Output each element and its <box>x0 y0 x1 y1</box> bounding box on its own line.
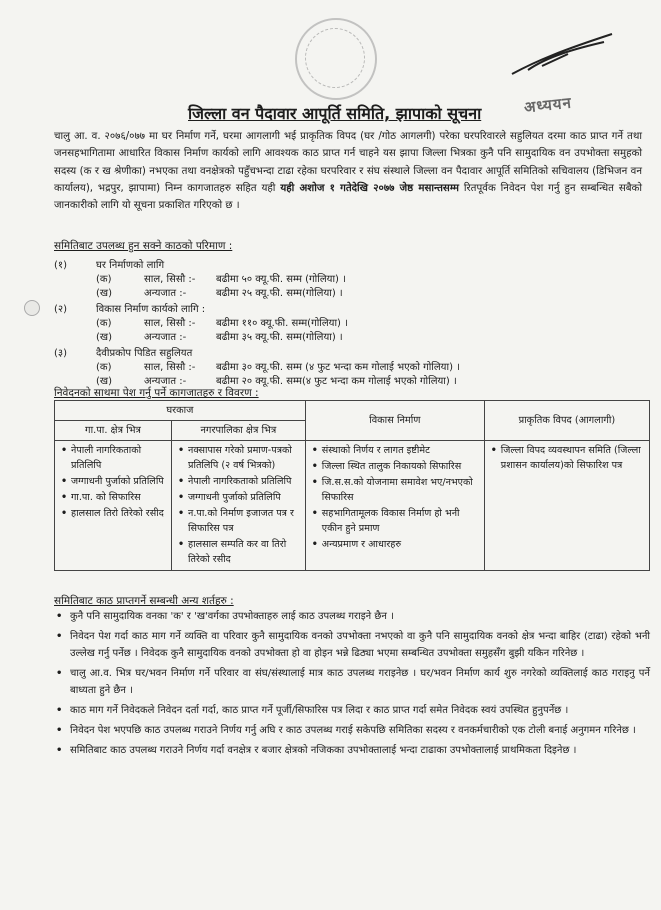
quantity-group <box>54 256 614 299</box>
notice-title: जिल्ला वन पैदावार आपूर्ति समिति, झापाको सूचना <box>188 104 482 123</box>
group-title: दैवीप्रकोप पिडित सहुलियत <box>96 347 193 359</box>
quantity-list <box>54 256 614 388</box>
disaster-doc-item: • जिल्ला विपद व्यवस्थापन समिति (जिल्ला प्रशासन कार्यालय)को सिफारिश पत्र <box>501 443 645 473</box>
gapa-doc-item: • हालसाल तिरो तिरेको रसीद <box>71 506 167 521</box>
condition-item: • चालु आ.व. भित्र घर/भवन निर्माण गर्ने परिवार वा संघ/संस्थालाई मात्र काठ उपलब्ध गराइनेछ । घर/भवन निर्माण कार्य शुरु नगरेको व्यक्तिलाई काठ गराइनु पर्ने बाध्यता हुने छैन । <box>62 665 650 699</box>
header-napa: नगरपालिका क्षेत्र भित्र <box>172 421 306 441</box>
header-house: घरकाज <box>55 401 306 421</box>
intro-paragraph <box>54 128 642 214</box>
dev-doc-item: • जिल्ला स्थित तालुक निकायको सिफारिस <box>322 459 480 474</box>
napa-doc-item: • नेपाली नागरिकताको प्रतिलिपि <box>188 474 301 489</box>
intro-text-end: रितपूर्वक निवेदन पेश गर्नु हुन सम्बन्धित सबैको जानकारीको लागि यो सूचना प्रकाशित गरिएको छ । <box>54 182 643 212</box>
quantity-row: (क) साल, सिसौ :- बढीमा ३० क्यू.फी. सम्म (४ फुट भन्दा कम गोलाई भएको गोलिया) । <box>96 362 460 373</box>
header-disaster: प्राकृतिक विपद (आगलागी) <box>484 401 649 441</box>
quantity-heading: समितिबाट उपलब्ध हुन सक्ने काठको परिमाण : <box>54 240 233 252</box>
office-seal <box>295 18 377 100</box>
dev-cell <box>305 441 484 571</box>
documents-table <box>54 400 650 571</box>
condition-item: • निवेदन पेश गर्दा काठ माग गर्ने व्यक्ति वा परिवार कुनै सामुदायिक वनको उपभोक्ता नभएको वा कुनै पनि सामुदायिक वनको क्षेत्र भन्दा बाहिर (टाढा) रहेको भनी उल्लेख गर्नु पर्नेछ । निवेदक कुनै सामुदायिक वनको उपभोक्ता हो वा होइन भन्ने ढिठ्या भएमा सम्बन्धित उपभोक्ता समुहसँग बुझी यकिन गरिनेछ । <box>62 628 650 662</box>
condition-item: • काठ माग गर्ने निवेदकले निवेदन दर्ता गर्दा, काठ प्राप्त गर्ने पूर्जी/सिफारिस पत्र लिदा र काठ प्राप्त गर्दा समेत निवेदक स्वयं उपस्थित हुनुपर्नेछ । <box>62 702 650 719</box>
group-title: घर निर्माणको लागि <box>96 259 165 271</box>
dev-doc-item: • सहभागितामूलक विकास निर्माण हो भनी एकीन हुने प्रमाण <box>322 506 480 536</box>
conditions-list <box>62 608 650 762</box>
napa-doc-item: • हालसाल सम्पति कर वा तिरो तिरेको रसीद <box>188 537 301 567</box>
group-title: विकास निर्माण कार्यको लागि : <box>96 303 206 315</box>
napa-doc-item: • नक्सापास गरेको प्रमाण-पत्रको प्रतिलिपि (२ वर्ष भित्रको) <box>188 443 301 473</box>
quantity-row: (क) साल, सिसौ :- बढीमा ११० क्यू.फी. सम्म(गोलिया) । <box>96 318 348 329</box>
condition-item: • कुनै पनि सामुदायिक वनका 'क' र 'ख'वर्गका उपभोक्ताहरु लाई काठ उपलब्ध गराइने छैन । <box>62 608 650 625</box>
signature-mark <box>508 30 618 80</box>
group-number: (१) <box>54 259 68 271</box>
quantity-row: (ख) अन्यजात :- बढीमा २० क्यू.फी. सम्म(४ फुट भन्दा कम गोलाई भएको गोलिया) । <box>96 376 457 387</box>
dev-doc-item: • जि.स.स.को योजनामा समावेश भए/नभएको सिफारिस <box>322 475 480 505</box>
quantity-row: (ख) अन्यजात :- बढीमा २५ क्यू.फी. सम्म(गोलिया) । <box>96 288 343 299</box>
quantity-row: (क) साल, सिसौ :- बढीमा ५० क्यू.फी. सम्म (गोलिया) । <box>96 274 346 285</box>
gapa-doc-item: • जग्गाधनी पुर्जाको प्रतिलिपि <box>71 474 167 489</box>
dev-doc-item: • अन्यप्रमाण र आधारहरु <box>322 537 480 552</box>
intro-deadline: यही अशोज १ गतेदेखि २०७७ जेष्ठ मसान्तसम्म <box>280 182 459 194</box>
gapa-cell <box>55 441 172 571</box>
intro-text: चालु आ. व. २०७६/०७७ मा घर निर्माण गर्ने, घरमा आगलागी भई प्राकृतिक विपद (घर /गोठ आगलगी) परेका घरपरिवारले सहुलियत दरमा काठ प्राप्त गर्ने तथा जनसहभागितामा आधारित विकास निर्माण कार्यको लागि आवश्यक काठ प्राप्त गर्न चाहने यस झापा जिल्ला भित्रका कुनै पनि सामुदायिक वन उपभोक्ता समुहको सदस्य (क र ख श्रेणीका) नभएका तथा वनक्षेत्रको पहुँचभन्दा टाढा रहेका घरपरिवार र संघ संस्थाले जिल्ला वन पैदावार आपूर्ति समितिको सचिवालय (डिभिजन वन कार्यालय), भद्रपुर, झापामा) निम्न कागजातहरु सहित यही <box>54 131 642 194</box>
gapa-doc-item: • नेपाली नागरिकताको प्रतिलिपि <box>71 443 167 473</box>
stamp-word: अध्ययन <box>523 93 573 117</box>
disaster-cell <box>484 441 649 571</box>
condition-item: • निवेदन पेश भएपछि काठ उपलब्ध गराउने निर्णय गर्नु अघि र काठ उपलब्ध गराई सकेपछि समितिका सदस्य र वनकर्मचारीको एक टोली बनाई अनुगमन गरिनेछ । <box>62 722 650 739</box>
header-gapa: गा.पा. क्षेत्र भित्र <box>55 421 172 441</box>
docs-heading: निवेदनको साथमा पेश गर्नु पर्ने कागजातहरु र विवरण : <box>54 387 259 399</box>
dev-doc-item: • संस्थाको निर्णय र लागत इष्टीमेट <box>322 443 480 458</box>
punch-hole <box>24 300 40 316</box>
napa-doc-item: • जग्गाधनी पुर्जाको प्रतिलिपि <box>188 490 301 505</box>
conditions-heading: समितिबाट काठ प्राप्तगर्ने सम्बन्धी अन्य शर्तहरु : <box>54 595 234 607</box>
napa-doc-item: • न.पा.को निर्माण इजाजत पत्र र सिफारिस पत्र <box>188 506 301 536</box>
group-number: (२) <box>54 303 68 315</box>
quantity-group <box>54 344 614 387</box>
group-number: (३) <box>54 347 68 359</box>
napa-cell <box>172 441 306 571</box>
quantity-group <box>54 300 614 343</box>
quantity-row: (ख) अन्यजात :- बढीमा ३५ क्यू.फी. सम्म(गोलिया) । <box>96 332 343 343</box>
gapa-doc-item: • गा.पा. को सिफारिस <box>71 490 167 505</box>
condition-item: • समितिबाट काठ उपलब्ध गराउने निर्णय गर्दा वनक्षेत्र र बजार क्षेत्रको नजिकका उपभोक्तालाई भन्दा टाढाका उपभोक्तालाई प्राथमिकता दिइनेछ । <box>62 742 650 759</box>
header-development: विकास निर्माण <box>305 401 484 441</box>
